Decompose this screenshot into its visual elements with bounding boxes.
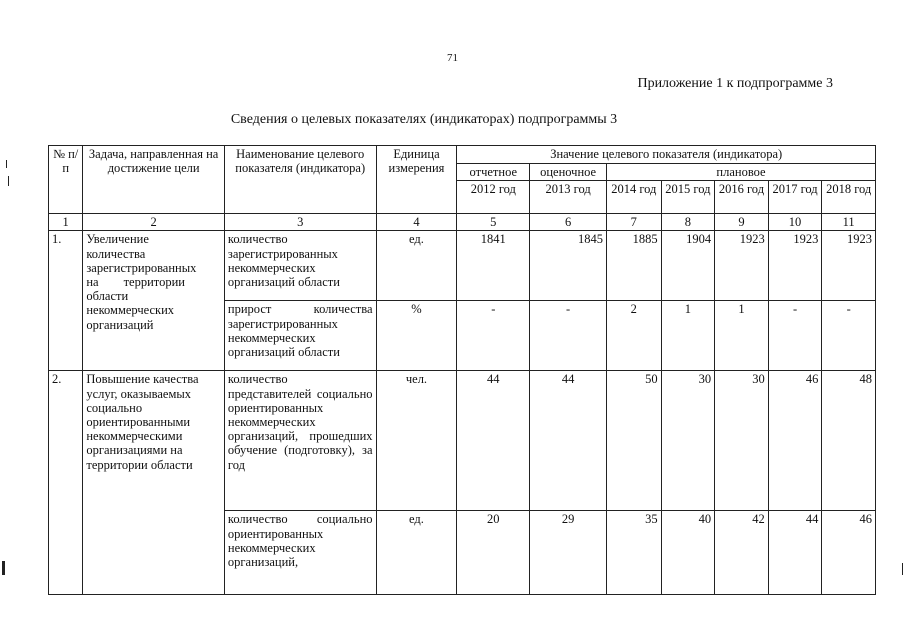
task-line: области	[86, 289, 129, 304]
header-estimated: оценочное	[530, 164, 607, 181]
task-line: Увеличение	[86, 232, 149, 247]
header-unit: Единица измерения	[376, 146, 457, 214]
header-reported: отчетное	[457, 164, 530, 181]
value-cell: -	[822, 301, 876, 371]
header-year: 2017 год	[768, 181, 822, 214]
indicators-table	[48, 145, 876, 595]
column-number: 10	[768, 214, 822, 231]
value-cell: 30	[661, 371, 715, 511]
value-cell: 1923	[715, 231, 769, 301]
value-cell: 48	[822, 371, 876, 511]
task-line: на территории	[86, 275, 185, 290]
header-year: 2014 год	[607, 181, 662, 214]
value-cell: 1885	[607, 231, 662, 301]
value-cell: -	[530, 301, 607, 371]
value-cell: -	[457, 301, 530, 371]
value-cell: 30	[715, 371, 769, 511]
indicator-name: количество зарегистрированных некоммерческих организаций области	[224, 231, 376, 301]
indicator-name: количество представителей социально ориентированных некоммерческих организаций, прошедших обучение (подготовку), за год	[224, 371, 376, 511]
task-line: организаций	[86, 317, 154, 332]
header-indicator-name: Наименование целевого показателя (индикатора)	[224, 146, 376, 214]
value-cell: 46	[768, 371, 822, 511]
margin-mark	[2, 561, 5, 575]
header-year: 2018 год	[822, 181, 876, 214]
header-year: 2013 год	[530, 181, 607, 214]
column-number: 4	[376, 214, 457, 231]
value-cell: 35	[607, 511, 662, 595]
value-cell: 1	[715, 301, 769, 371]
value-cell: 1841	[457, 231, 530, 301]
indicator-name: количество социально ориентированных некоммерческих организаций,	[224, 511, 376, 595]
header-year: 2012 год	[457, 181, 530, 214]
task-cell	[83, 231, 225, 371]
margin-mark	[8, 176, 9, 186]
row-number: 1.	[49, 231, 83, 371]
indicator-unit: ед.	[376, 231, 457, 301]
indicator-unit: %	[376, 301, 457, 371]
column-number: 5	[457, 214, 530, 231]
indicator-name: прирост количества зарегистрированных некоммерческих организаций области	[224, 301, 376, 371]
task-line: количества	[86, 246, 146, 261]
header-year: 2015 год	[661, 181, 715, 214]
column-number: 11	[822, 214, 876, 231]
table-row	[49, 371, 876, 511]
row-number: 2.	[49, 371, 83, 595]
value-cell: -	[768, 301, 822, 371]
indicator-unit: чел.	[376, 371, 457, 511]
column-number: 2	[83, 214, 225, 231]
column-number: 6	[530, 214, 607, 231]
value-cell: 1923	[822, 231, 876, 301]
value-cell: 50	[607, 371, 662, 511]
column-number: 3	[224, 214, 376, 231]
header-value-group: Значение целевого показателя (индикатора)	[457, 146, 876, 164]
task-cell: Повышение качества услуг, оказываемых социально ориентированными некоммерческими организациями на территории области	[83, 371, 225, 595]
header-num: № п/п	[49, 146, 83, 214]
column-number: 7	[607, 214, 662, 231]
margin-mark	[6, 160, 7, 168]
column-number: 9	[715, 214, 769, 231]
document-title: Сведения о целевых показателях (индикаторах) подпрограммы 3	[230, 112, 618, 127]
appendix-caption: Приложение 1 к подпрограмме 3	[637, 76, 833, 91]
value-cell: 46	[822, 511, 876, 595]
value-cell: 44	[530, 371, 607, 511]
table-row	[49, 231, 876, 301]
margin-mark	[902, 563, 903, 575]
column-number: 1	[49, 214, 83, 231]
header-year: 2016 год	[715, 181, 769, 214]
value-cell: 1	[661, 301, 715, 371]
column-number: 8	[661, 214, 715, 231]
value-cell: 1923	[768, 231, 822, 301]
header-planned: плановое	[607, 164, 876, 181]
value-cell: 29	[530, 511, 607, 595]
value-cell: 1904	[661, 231, 715, 301]
page-number: 71	[447, 52, 458, 64]
value-cell: 42	[715, 511, 769, 595]
value-cell: 1845	[530, 231, 607, 301]
value-cell: 44	[768, 511, 822, 595]
value-cell: 20	[457, 511, 530, 595]
value-cell: 44	[457, 371, 530, 511]
value-cell: 40	[661, 511, 715, 595]
task-line: некоммерческих	[86, 303, 175, 318]
header-task: Задача, направленная на достижение цели	[83, 146, 225, 214]
indicator-unit: ед.	[376, 511, 457, 595]
task-line: зарегистрированных	[86, 260, 197, 275]
value-cell: 2	[607, 301, 662, 371]
